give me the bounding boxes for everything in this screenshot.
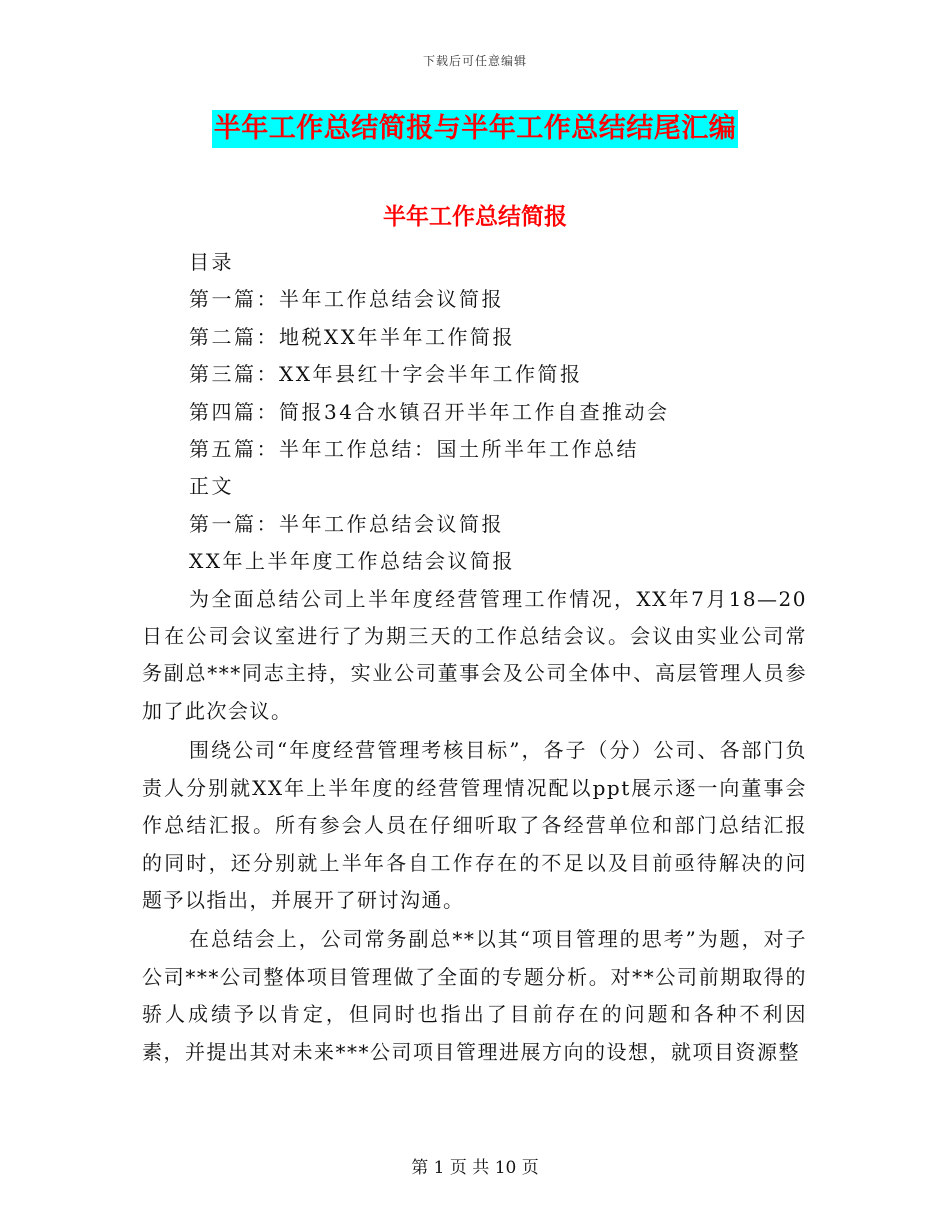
toc-item: 第二篇：地税XX年半年工作简报 [189,324,515,349]
toc-item: 第一篇：半年工作总结会议简报 [189,287,504,312]
main-title-container [0,110,950,148]
toc-heading: 目录 [189,250,234,274]
page-footer: 第 1 页 共 10 页 [411,1158,539,1178]
main-title: 半年工作总结简报与半年工作总结结尾汇编 [212,110,739,148]
section-title: 半年工作总结简报 [383,204,567,230]
toc-item: 第三篇：XX年县红十字会半年工作简报 [189,362,583,387]
body-paragraph: 在总结会上，公司常务副总**以其“项目管理的思考”为题，对子公司***公司整体项目管理做了全面的专题分析。对**公司前期取得的骄人成绩予以肯定，但同时也指出了目前存在的问题和各种不利因素，并提出其对未来***公司项目管理进展方向的设想，就项目资源整 [142,927,807,1064]
toc-item: 第四篇：简报34合水镇召开半年工作自查推动会 [189,399,670,424]
header-note: 下载后可任意编辑 [422,54,527,68]
body-heading: 正文 [189,474,234,499]
toc-item: 第五篇：半年工作总结：国土所半年工作总结 [189,437,639,462]
document-body [142,244,807,1073]
body-paragraph: 为全面总结公司上半年度经营管理工作情况，XX年7月18—20日在公司会议室进行了为期三天的工作总结会议。会议由实业公司常务副总***同志主持，实业公司董事会及公司全体中、高层管理人员参加了此次会议。 [142,586,807,723]
body-paragraph: 围绕公司“年度经营管理考核目标”，各子（分）公司、各部门负责人分别就XX年上半年度的经营管理情况配以ppt展示逐一向董事会作总结汇报。所有参会人员在仔细听取了各经营单位和部门总结汇报的同时，还分别就上半年各自工作存在的不足以及目前亟待解决的问题予以指出，并展开了研讨沟通。 [142,738,807,912]
article-subtitle: XX年上半年度工作总结会议简报 [189,549,515,574]
article-title: 第一篇：半年工作总结会议简报 [189,511,504,536]
